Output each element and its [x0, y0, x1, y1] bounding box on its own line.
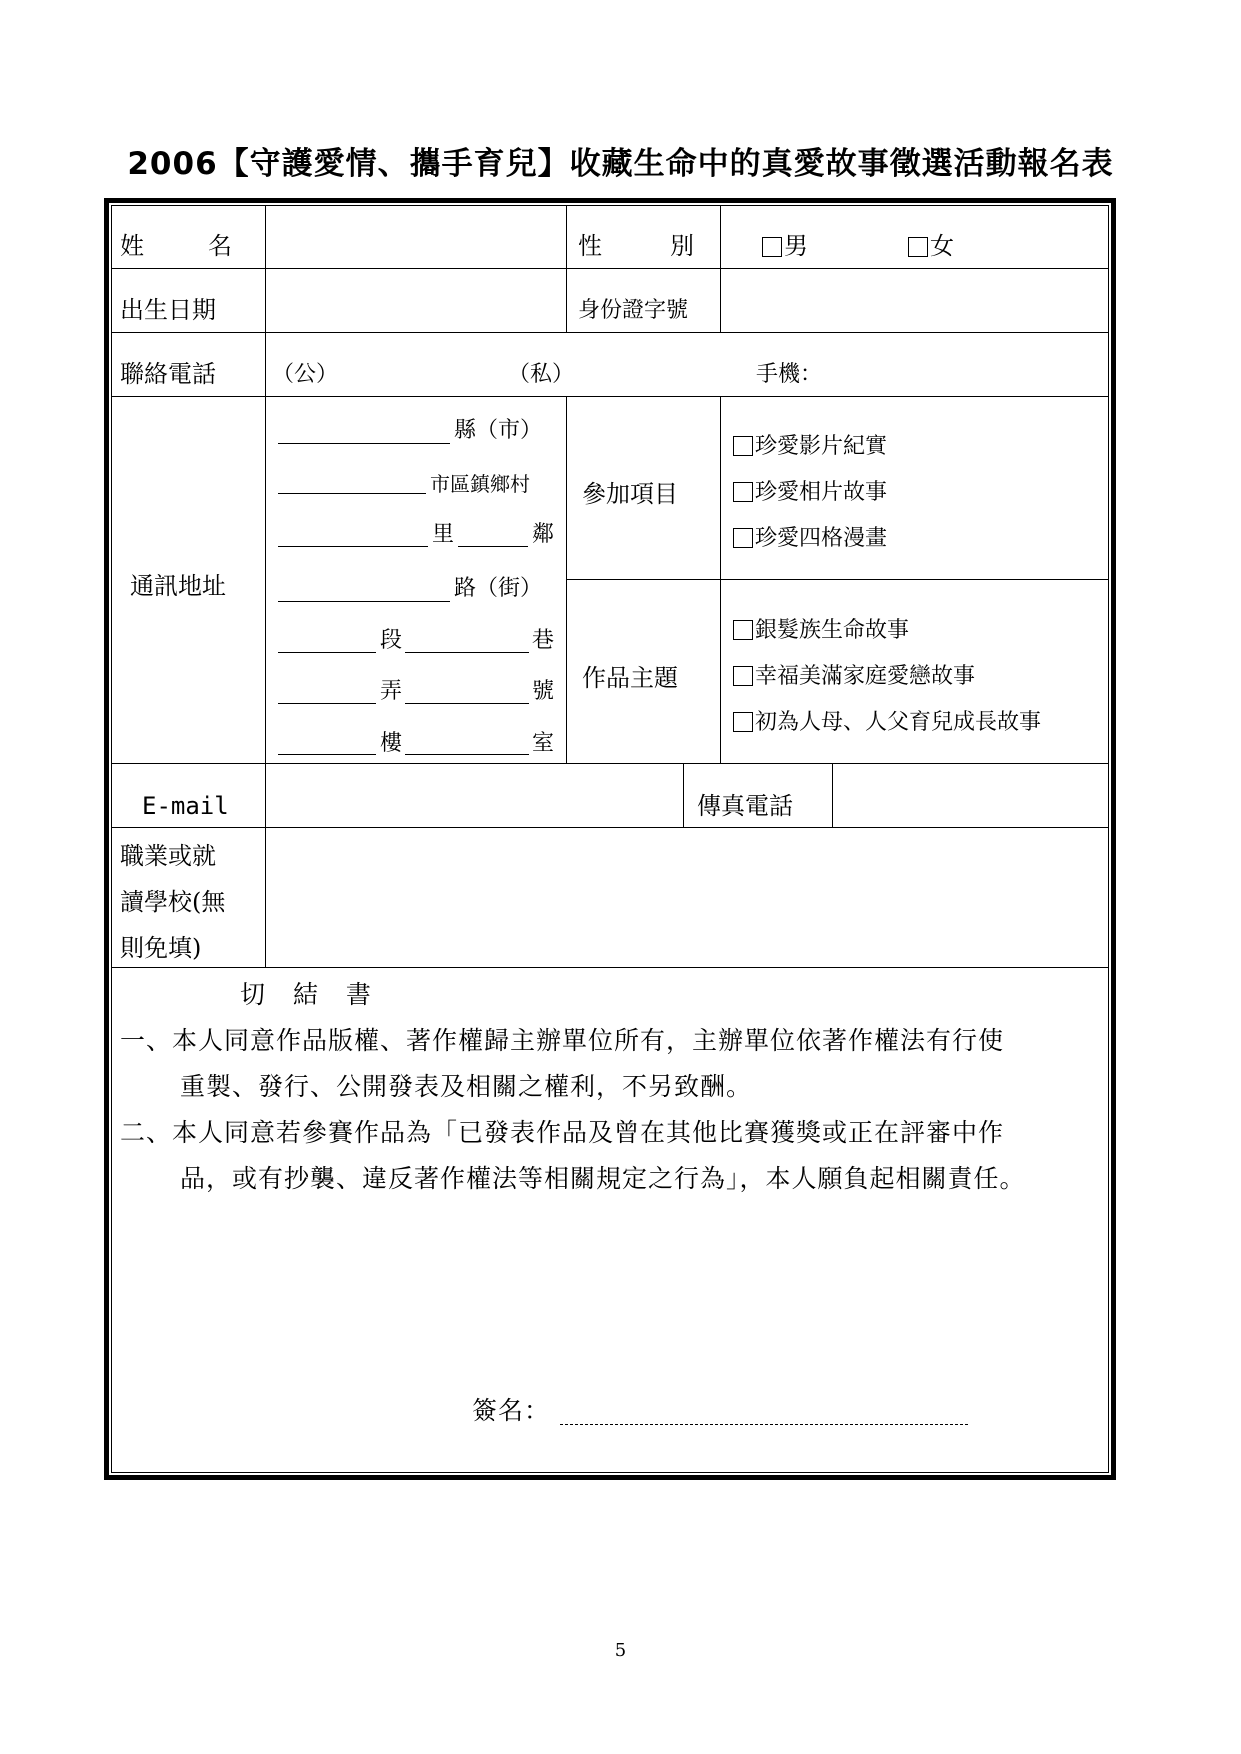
name-label: 名 — [208, 232, 232, 260]
signature-field[interactable] — [560, 1424, 968, 1425]
address-county-label: 縣（市） — [454, 418, 543, 443]
id-number-label: 身份證字號 — [578, 298, 689, 323]
category-option-label: 珍愛四格漫畫 — [755, 526, 888, 551]
row-divider — [111, 763, 1109, 764]
affidavit-line: 重製、發行、公開發表及相關之權利，不另致酬。 — [180, 1072, 753, 1101]
gender-female-label: 女 — [930, 232, 954, 260]
address-blank[interactable] — [405, 703, 529, 704]
affidavit-line: 二、本人同意若參賽作品為「已發表作品及曾在其他比賽獲獎或正在評審中作 — [120, 1118, 1005, 1147]
theme-option[interactable] — [733, 712, 1041, 734]
address-alley-label: 弄 — [380, 679, 403, 704]
address-town-label: 市區鎮鄉村 — [430, 472, 530, 496]
row-divider — [111, 827, 1109, 828]
gender-label: 別 — [670, 232, 694, 260]
affidavit-line: 品，或有抄襲、違反著作權法等相關規定之行為」，本人願負起相關責任。 — [180, 1164, 1026, 1193]
occupation-label-line: 職業或就 — [120, 842, 216, 870]
row-divider — [111, 268, 1109, 269]
row-divider — [111, 967, 1109, 968]
signature-label: 簽名： — [472, 1396, 551, 1425]
email-label: E-mail — [142, 792, 229, 820]
address-floor-label: 樓 — [380, 731, 403, 756]
address-blank[interactable] — [405, 652, 529, 653]
address-neighborhood-label: 鄰 — [532, 522, 555, 547]
category-option-label: 珍愛影片紀實 — [755, 434, 888, 459]
checkbox-icon[interactable] — [733, 482, 753, 502]
col-divider — [683, 763, 684, 827]
gender-female-option[interactable] — [908, 234, 954, 258]
affidavit-line: 一、本人同意作品版權、著作權歸主辦單位所有，主辦單位依著作權法有行使 — [120, 1026, 1005, 1055]
checkbox-icon[interactable] — [733, 712, 753, 732]
col-divider — [566, 205, 567, 332]
address-village-label: 里 — [432, 522, 455, 547]
gender-label: 性 — [578, 232, 602, 260]
address-blank[interactable] — [278, 652, 376, 653]
address-blank[interactable] — [458, 546, 528, 547]
category-option-label: 珍愛相片故事 — [755, 480, 888, 505]
checkbox-icon[interactable] — [733, 620, 753, 640]
row-divider — [111, 332, 1109, 333]
name-label: 姓 — [120, 232, 144, 260]
phone-home-label: （私） — [508, 362, 575, 387]
theme-label: 作品主題 — [582, 664, 678, 692]
page-number: 5 — [614, 1640, 627, 1661]
row-divider — [566, 579, 1109, 580]
col-divider — [720, 205, 721, 332]
col-divider — [566, 396, 567, 763]
row-divider — [111, 396, 1109, 397]
affidavit-heading: 切 結 書 — [240, 980, 381, 1009]
category-label: 參加項目 — [582, 480, 678, 508]
theme-option-label: 銀髮族生命故事 — [755, 618, 910, 643]
category-option[interactable] — [733, 482, 887, 504]
address-number-label: 號 — [532, 679, 555, 704]
phone-label: 聯絡電話 — [120, 360, 216, 388]
checkbox-icon[interactable] — [733, 436, 753, 456]
address-blank[interactable] — [278, 546, 428, 547]
checkbox-icon[interactable] — [762, 237, 782, 257]
checkbox-icon[interactable] — [733, 528, 753, 548]
address-blank[interactable] — [278, 754, 376, 755]
category-option[interactable] — [733, 436, 887, 458]
checkbox-icon[interactable] — [908, 237, 928, 257]
address-blank[interactable] — [405, 754, 529, 755]
address-blank[interactable] — [278, 443, 450, 444]
address-blank[interactable] — [278, 703, 376, 704]
phone-mobile-label: 手機： — [756, 362, 823, 387]
theme-option-label: 初為人母、人父育兒成長故事 — [755, 710, 1042, 735]
phone-office-label: （公） — [272, 362, 339, 387]
address-road-label: 路（街） — [454, 576, 543, 601]
col-divider — [832, 763, 833, 827]
address-blank[interactable] — [278, 601, 450, 602]
address-label: 通訊地址 — [130, 572, 226, 600]
theme-option[interactable] — [733, 666, 975, 688]
fax-label: 傳真電話 — [697, 792, 793, 820]
address-section-label: 段 — [380, 628, 403, 653]
birth-date-label: 出生日期 — [120, 296, 216, 324]
col-divider — [720, 396, 721, 763]
category-option[interactable] — [733, 528, 887, 550]
col-divider — [265, 205, 266, 967]
theme-option-label: 幸福美滿家庭愛戀故事 — [755, 664, 976, 689]
theme-option[interactable] — [733, 620, 909, 642]
form-title: 2006【守護愛情、攜手育兒】收藏生命中的真愛故事徵選活動報名表 — [127, 146, 1114, 182]
address-lane-label: 巷 — [532, 628, 555, 653]
gender-male-option[interactable] — [762, 234, 808, 258]
checkbox-icon[interactable] — [733, 666, 753, 686]
address-room-label: 室 — [532, 731, 555, 756]
address-blank[interactable] — [278, 493, 426, 494]
gender-male-label: 男 — [784, 232, 808, 260]
occupation-label-line: 讀學校(無 — [120, 888, 226, 916]
occupation-label-line: 則免填) — [120, 934, 202, 962]
